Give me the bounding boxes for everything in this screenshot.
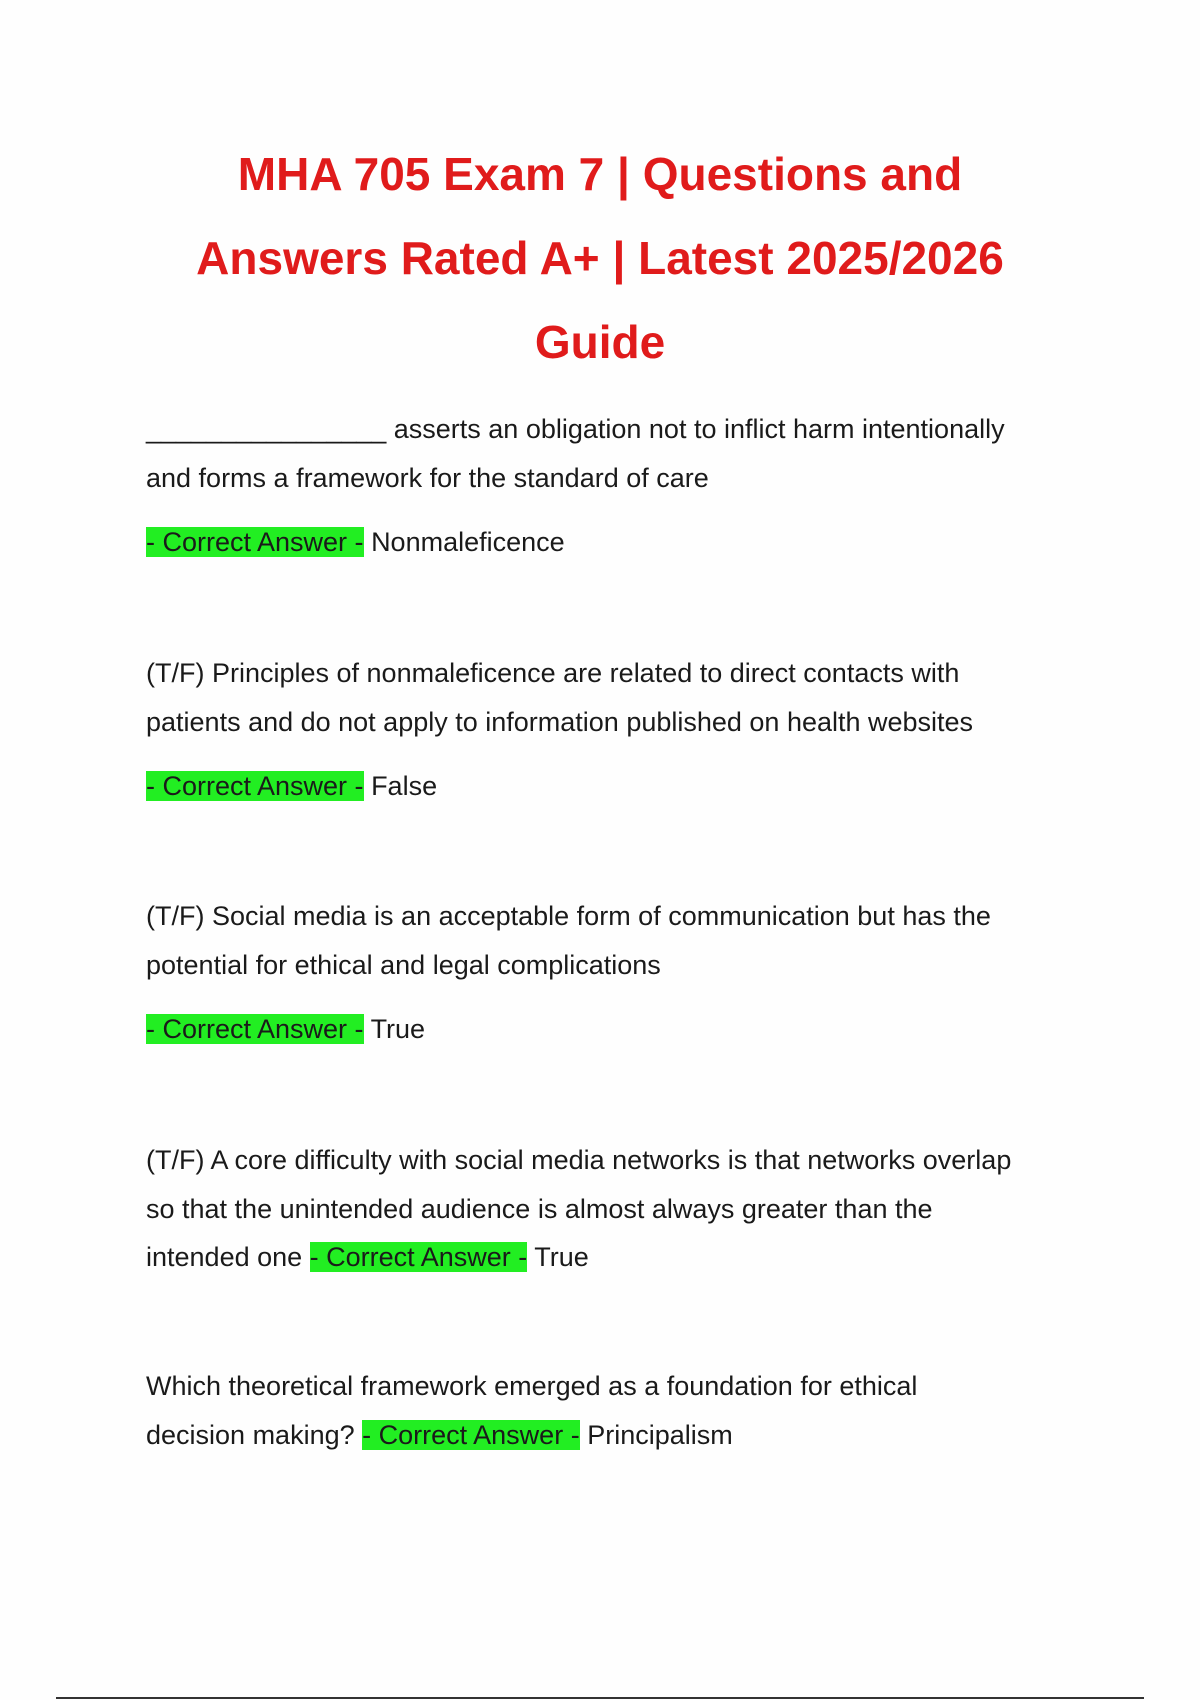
answer-text: Nonmaleficence	[371, 527, 565, 557]
title-line-1: MHA 705 Exam 7 | Questions and	[237, 148, 963, 200]
answer-text: Principalism	[587, 1419, 733, 1450]
answer-text: True	[534, 1242, 589, 1272]
question-text: (T/F) A core difficulty with social media networks is that networks overlap so that the unintended audience is almost always greater than the intended one - Correct Answer - True	[146, 1145, 1012, 1272]
answer-text: True	[370, 1014, 426, 1044]
correct-answer-highlight: - Correct Answer -	[146, 1014, 364, 1044]
answer-line	[146, 1005, 1086, 1054]
answer-line	[146, 518, 1086, 567]
answer-line	[146, 762, 1086, 811]
question-text: Which theoretical framework emerged as a foundation for ethical decision making? - Correct Answer - Principalism	[146, 1371, 918, 1450]
document-title	[120, 132, 1080, 384]
qa-item-5	[146, 1362, 1086, 1459]
qa-item-2	[146, 649, 1086, 811]
footer-divider	[56, 1697, 1144, 1699]
correct-answer-highlight: - Correct Answer -	[362, 1419, 580, 1450]
correct-answer-highlight: - Correct Answer -	[309, 1242, 528, 1272]
question-text: (T/F) Principles of nonmaleficence are related to direct contacts with patients and do not apply to information published on health websites	[146, 658, 974, 737]
correct-answer-highlight: - Correct Answer -	[146, 771, 364, 801]
qa-item-4	[146, 1136, 1086, 1282]
correct-answer-highlight: - Correct Answer -	[146, 527, 364, 557]
question-text: ________________ asserts an obligation not to inflict harm intentionally and forms a framework for the standard of care	[146, 414, 1005, 493]
qa-item-1	[146, 405, 1086, 567]
question-text: (T/F) Social media is an acceptable form of communication but has the potential for ethical and legal complications	[146, 901, 991, 980]
answer-text: False	[371, 771, 438, 801]
title-line-2: Answers Rated A+ | Latest 2025/2026	[196, 232, 1004, 284]
qa-item-3	[146, 892, 1086, 1054]
title-line-3: Guide	[534, 316, 666, 368]
